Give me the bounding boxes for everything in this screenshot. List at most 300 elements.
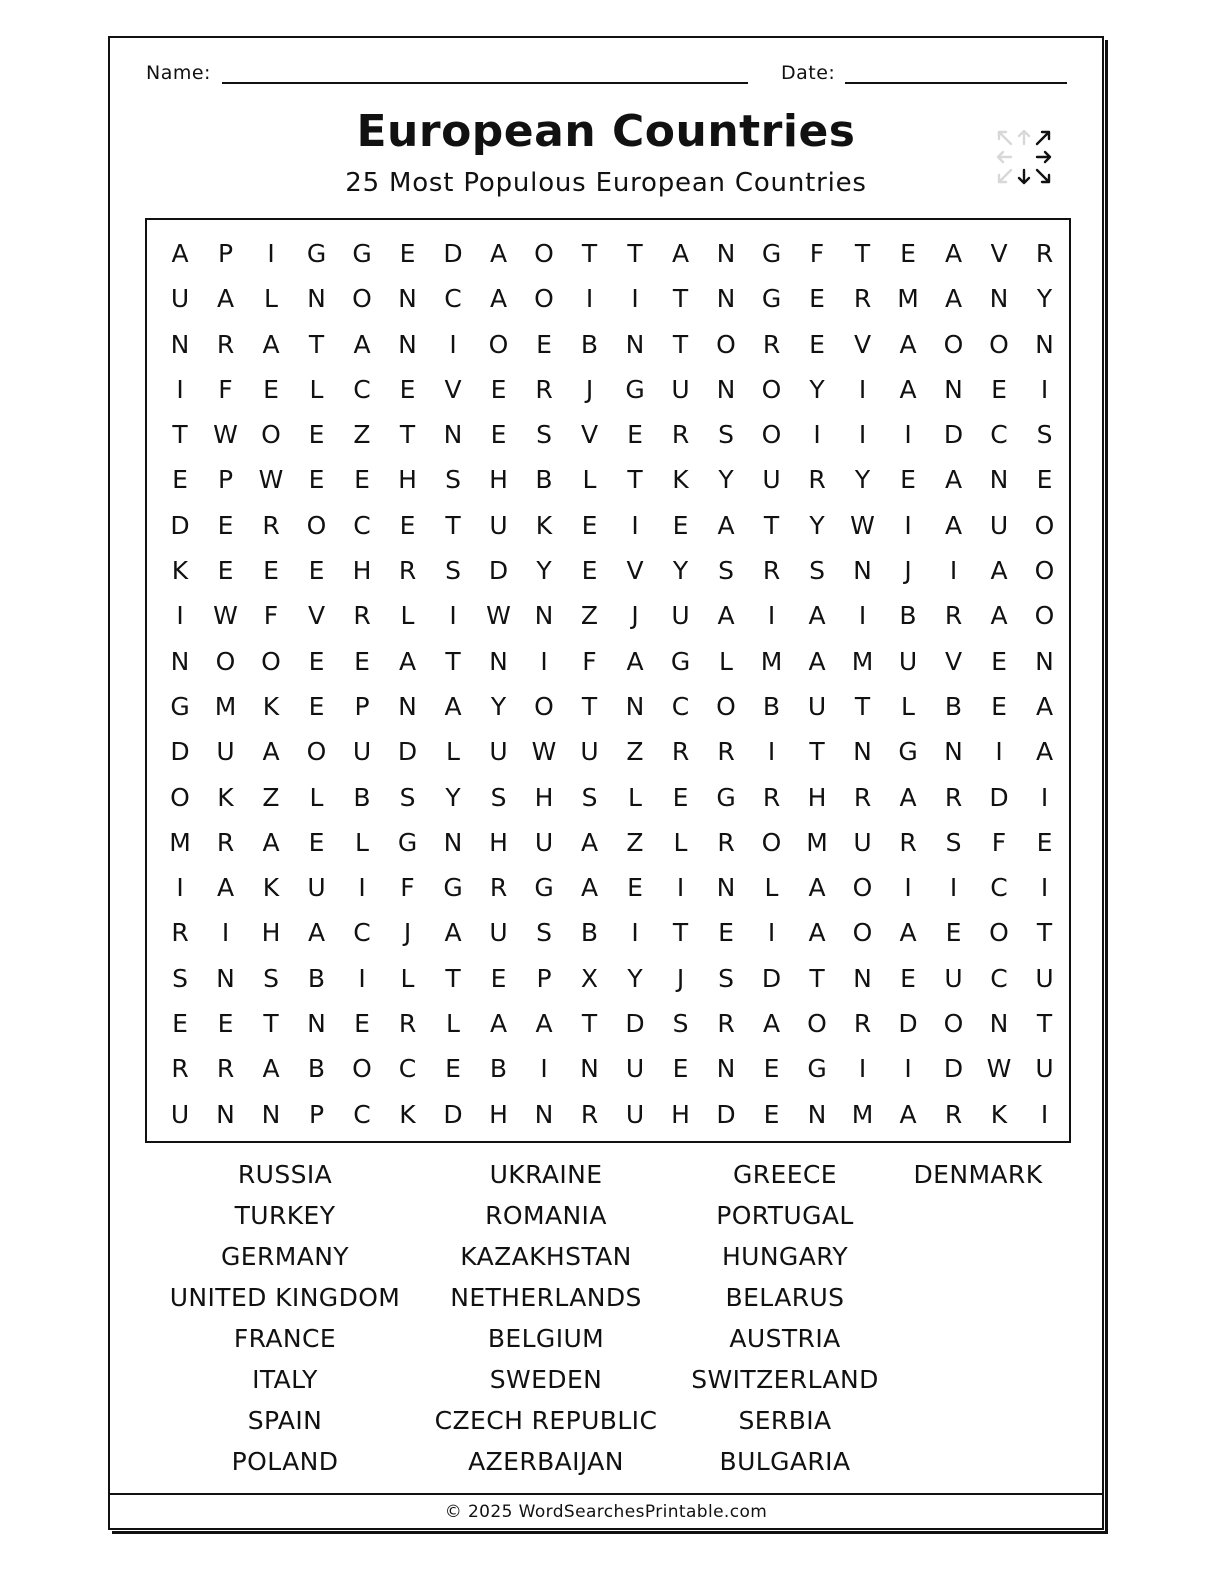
grid-letter[interactable]: D (943, 420, 964, 450)
grid-letter[interactable]: N (534, 1099, 554, 1129)
grid-letter[interactable]: L (764, 873, 779, 903)
grid-letter[interactable]: E (991, 374, 1007, 404)
grid-letter[interactable]: R (489, 873, 508, 903)
grid-letter[interactable]: N (989, 465, 1009, 495)
grid-letter[interactable]: Y (672, 556, 689, 586)
grid-letter[interactable]: C (353, 1099, 371, 1129)
grid-letter[interactable]: H (489, 1099, 508, 1129)
grid-letter[interactable]: N (398, 329, 417, 359)
grid-letter[interactable]: O (852, 873, 873, 903)
grid-letter[interactable]: I (858, 420, 867, 450)
grid-letter[interactable]: N (625, 691, 645, 721)
grid-letter[interactable]: I (1040, 782, 1049, 812)
grid-letter[interactable]: U (853, 827, 872, 857)
grid-letter[interactable]: N (716, 873, 736, 903)
grid-letter[interactable]: I (358, 963, 366, 993)
grid-letter[interactable]: W (850, 510, 875, 540)
grid-letter[interactable]: N (716, 374, 736, 404)
grid-letter[interactable]: I (676, 873, 685, 903)
grid-letter[interactable]: E (627, 420, 643, 450)
grid-letter[interactable]: T (672, 918, 689, 948)
grid-letter[interactable]: T (399, 420, 416, 450)
grid-letter[interactable]: N (489, 646, 508, 676)
grid-letter[interactable]: D (716, 1099, 736, 1129)
grid-letter[interactable]: I (904, 873, 912, 903)
grid-letter[interactable]: I (631, 918, 639, 948)
grid-letter[interactable]: N (944, 374, 963, 404)
grid-letter[interactable]: T (445, 646, 461, 676)
grid-letter[interactable]: R (216, 827, 235, 857)
grid-letter[interactable]: I (585, 284, 594, 314)
grid-letter[interactable]: O (943, 1009, 964, 1039)
grid-letter[interactable]: A (899, 329, 917, 359)
grid-letter[interactable]: F (400, 873, 415, 903)
grid-letter[interactable]: R (944, 601, 963, 631)
grid-letter[interactable]: N (307, 1009, 326, 1039)
grid-letter[interactable]: B (307, 963, 326, 993)
grid-letter[interactable]: M (806, 827, 828, 857)
grid-letter[interactable]: I (904, 510, 912, 540)
grid-letter[interactable]: E (445, 1054, 461, 1084)
grid-letter[interactable]: Y (627, 963, 643, 993)
grid-letter[interactable]: R (171, 918, 189, 948)
grid-letter[interactable]: O (534, 691, 554, 721)
grid-letter[interactable]: L (264, 284, 278, 314)
grid-letter[interactable]: E (490, 374, 507, 404)
grid-letter[interactable]: Z (353, 420, 371, 450)
grid-letter[interactable]: R (671, 420, 690, 450)
grid-letter[interactable]: B (353, 782, 371, 812)
grid-letter[interactable]: L (355, 827, 369, 857)
grid-letter[interactable]: G (761, 239, 782, 268)
grid-letter[interactable]: I (631, 284, 639, 314)
grid-letter[interactable]: C (671, 691, 690, 721)
grid-letter[interactable]: U (170, 1099, 190, 1129)
grid-letter[interactable]: V (944, 646, 963, 676)
grid-letter[interactable]: S (945, 827, 962, 857)
grid-letter[interactable]: V (580, 420, 599, 450)
grid-letter[interactable]: N (170, 329, 190, 359)
grid-letter[interactable]: A (808, 601, 826, 631)
grid-letter[interactable]: H (261, 918, 281, 948)
grid-letter[interactable]: P (217, 239, 234, 268)
grid-letter[interactable]: Y (445, 782, 461, 812)
grid-letter[interactable]: L (901, 691, 915, 721)
grid-letter[interactable]: S (672, 1009, 689, 1039)
grid-letter[interactable]: M (214, 691, 237, 721)
grid-letter[interactable]: N (580, 1054, 599, 1084)
grid-letter[interactable]: H (534, 782, 554, 812)
grid-letter[interactable]: R (808, 465, 826, 495)
grid-letter[interactable]: E (672, 1054, 689, 1084)
grid-letter[interactable]: O (716, 329, 736, 359)
grid-letter[interactable]: I (176, 873, 184, 903)
grid-letter[interactable]: O (352, 284, 372, 314)
grid-letter[interactable]: N (944, 737, 963, 767)
grid-letter[interactable]: A (216, 284, 235, 314)
grid-letter[interactable]: O (306, 510, 327, 540)
grid-letter[interactable]: N (261, 1099, 281, 1129)
grid-letter[interactable]: E (763, 1054, 780, 1084)
grid-letter[interactable]: D (898, 1009, 918, 1039)
grid-letter[interactable]: N (989, 1009, 1009, 1039)
grid-letter[interactable]: E (718, 918, 734, 948)
grid-letter[interactable]: T (809, 963, 825, 993)
grid-letter[interactable]: C (353, 918, 371, 948)
grid-letter[interactable]: A (171, 239, 189, 268)
grid-letter[interactable]: D (443, 239, 463, 268)
grid-letter[interactable]: D (488, 556, 509, 586)
grid-letter[interactable]: N (534, 601, 554, 631)
grid-letter[interactable]: O (1034, 556, 1055, 586)
grid-letter[interactable]: I (1040, 873, 1049, 903)
grid-letter[interactable]: G (170, 691, 190, 721)
grid-letter[interactable]: O (534, 284, 554, 314)
grid-letter[interactable]: A (398, 646, 417, 676)
grid-letter[interactable]: G (397, 827, 418, 857)
grid-letter[interactable]: C (353, 510, 371, 540)
grid-letter[interactable]: K (535, 510, 553, 540)
grid-letter[interactable]: E (536, 329, 552, 359)
grid-letter[interactable]: K (672, 465, 689, 495)
grid-letter[interactable]: A (944, 465, 963, 495)
grid-letter[interactable]: A (808, 646, 826, 676)
grid-letter[interactable]: H (489, 827, 508, 857)
grid-letter[interactable]: R (762, 782, 781, 812)
grid-letter[interactable]: T (809, 737, 825, 767)
grid-letter[interactable]: T (172, 420, 188, 450)
grid-letter[interactable]: W (986, 1054, 1012, 1084)
grid-letter[interactable]: O (306, 737, 327, 767)
grid-letter[interactable]: W (213, 420, 238, 450)
grid-letter[interactable]: R (580, 1099, 599, 1129)
grid-letter[interactable]: E (217, 510, 234, 540)
grid-letter[interactable]: E (399, 510, 416, 540)
grid-letter[interactable]: E (490, 420, 507, 450)
grid-letter[interactable]: S (718, 556, 734, 586)
grid-letter[interactable]: F (218, 374, 233, 404)
grid-letter[interactable]: N (716, 284, 736, 314)
grid-letter[interactable]: W (213, 601, 238, 631)
grid-letter[interactable]: U (352, 737, 372, 767)
grid-letter[interactable]: I (449, 601, 457, 631)
grid-letter[interactable]: R (717, 827, 735, 857)
grid-letter[interactable]: H (398, 465, 417, 495)
grid-letter[interactable]: O (761, 827, 782, 857)
grid-letter[interactable]: A (717, 510, 735, 540)
grid-letter[interactable]: W (258, 465, 284, 495)
grid-letter[interactable]: F (991, 827, 1007, 857)
grid-letter[interactable]: A (944, 284, 963, 314)
grid-letter[interactable]: J (904, 556, 912, 586)
grid-letter[interactable]: S (581, 782, 598, 812)
grid-letter[interactable]: O (261, 420, 281, 450)
grid-letter[interactable]: T (627, 239, 643, 268)
grid-letter[interactable]: M (851, 1099, 874, 1129)
grid-letter[interactable]: R (262, 510, 280, 540)
grid-letter[interactable]: B (535, 465, 553, 495)
grid-letter[interactable]: G (898, 737, 918, 767)
grid-letter[interactable]: A (444, 691, 462, 721)
grid-letter[interactable]: I (176, 374, 184, 404)
grid-letter[interactable]: Z (626, 827, 644, 857)
grid-letter[interactable]: W (531, 737, 557, 767)
grid-letter[interactable]: N (398, 691, 417, 721)
grid-letter[interactable]: O (807, 1009, 827, 1039)
grid-letter[interactable]: G (306, 239, 327, 268)
grid-letter[interactable]: S (445, 556, 461, 586)
grid-letter[interactable]: I (767, 601, 776, 631)
grid-letter[interactable]: N (716, 1054, 736, 1084)
grid-letter[interactable]: U (170, 284, 190, 314)
grid-letter[interactable]: S (718, 420, 734, 450)
grid-letter[interactable]: E (217, 556, 234, 586)
grid-letter[interactable]: G (716, 782, 736, 812)
grid-letter[interactable]: T (581, 1009, 598, 1039)
grid-letter[interactable]: N (853, 737, 872, 767)
grid-letter[interactable]: D (625, 1009, 645, 1039)
grid-letter[interactable]: C (990, 963, 1008, 993)
grid-letter[interactable]: D (397, 737, 418, 767)
grid-letter[interactable]: D (761, 963, 782, 993)
grid-letter[interactable]: E (991, 691, 1007, 721)
grid-letter[interactable]: T (1036, 1009, 1053, 1039)
grid-letter[interactable]: G (761, 284, 782, 314)
grid-letter[interactable]: D (170, 737, 190, 767)
grid-letter[interactable]: U (307, 873, 326, 903)
grid-letter[interactable]: L (400, 601, 415, 631)
grid-letter[interactable]: S (490, 782, 507, 812)
grid-letter[interactable]: O (261, 646, 281, 676)
grid-letter[interactable]: O (943, 329, 964, 359)
grid-letter[interactable]: L (719, 646, 733, 676)
grid-letter[interactable]: H (807, 782, 827, 812)
grid-letter[interactable]: K (171, 556, 189, 586)
grid-letter[interactable]: M (897, 284, 919, 314)
grid-letter[interactable]: E (308, 556, 325, 586)
grid-letter[interactable]: A (808, 918, 826, 948)
grid-letter[interactable]: E (900, 239, 916, 268)
grid-letter[interactable]: G (352, 239, 372, 268)
grid-letter[interactable]: N (398, 284, 417, 314)
grid-letter[interactable]: A (444, 918, 462, 948)
grid-letter[interactable]: U (216, 737, 235, 767)
grid-letter[interactable]: T (763, 510, 780, 540)
grid-letter[interactable]: R (717, 1009, 735, 1039)
grid-letter[interactable]: A (353, 329, 371, 359)
grid-letter[interactable]: Y (809, 374, 825, 404)
grid-letter[interactable]: T (672, 329, 689, 359)
grid-letter[interactable]: A (262, 737, 280, 767)
grid-letter[interactable]: Z (580, 601, 599, 631)
grid-letter[interactable]: S (263, 963, 279, 993)
grid-letter[interactable]: O (170, 782, 190, 812)
grid-letter[interactable]: E (945, 918, 962, 948)
grid-letter[interactable]: U (1035, 963, 1054, 993)
grid-letter[interactable]: E (399, 374, 416, 404)
grid-letter[interactable]: F (582, 646, 597, 676)
grid-letter[interactable]: K (217, 782, 234, 812)
grid-letter[interactable]: R (535, 374, 553, 404)
grid-letter[interactable]: S (399, 782, 416, 812)
grid-letter[interactable]: L (309, 782, 324, 812)
grid-letter[interactable]: E (308, 691, 325, 721)
grid-letter[interactable]: T (854, 239, 871, 268)
grid-letter[interactable]: I (1040, 374, 1049, 404)
grid-letter[interactable]: I (267, 239, 275, 268)
grid-letter[interactable]: I (858, 601, 867, 631)
grid-letter[interactable]: R (171, 1054, 189, 1084)
grid-letter[interactable]: A (671, 239, 690, 268)
grid-letter[interactable]: R (398, 556, 417, 586)
grid-letter[interactable]: U (898, 646, 918, 676)
grid-letter[interactable]: E (991, 646, 1007, 676)
grid-letter[interactable]: L (446, 1009, 460, 1039)
grid-letter[interactable]: N (1035, 646, 1054, 676)
grid-letter[interactable]: R (762, 556, 781, 586)
grid-letter[interactable]: O (352, 1054, 372, 1084)
grid-letter[interactable]: R (944, 1099, 963, 1129)
grid-letter[interactable]: S (536, 918, 552, 948)
grid-letter[interactable]: R (853, 284, 872, 314)
grid-letter[interactable]: J (403, 918, 412, 948)
grid-letter[interactable]: L (582, 465, 597, 495)
grid-letter[interactable]: I (540, 646, 548, 676)
grid-letter[interactable]: I (813, 420, 821, 450)
grid-letter[interactable]: S (718, 963, 734, 993)
grid-letter[interactable]: T (854, 691, 871, 721)
grid-letter[interactable]: A (1035, 737, 1054, 767)
grid-letter[interactable]: C (990, 420, 1008, 450)
grid-letter[interactable]: B (580, 918, 599, 948)
grid-letter[interactable]: I (767, 918, 776, 948)
grid-letter[interactable]: A (262, 329, 280, 359)
grid-letter[interactable]: I (631, 510, 639, 540)
grid-letter[interactable]: A (307, 918, 326, 948)
grid-letter[interactable]: P (308, 1099, 325, 1129)
grid-letter[interactable]: K (990, 1099, 1008, 1129)
grid-letter[interactable]: S (445, 465, 461, 495)
grid-letter[interactable]: A (580, 827, 599, 857)
grid-letter[interactable]: U (489, 918, 508, 948)
grid-letter[interactable]: E (763, 1099, 780, 1129)
grid-letter[interactable]: E (263, 556, 279, 586)
grid-letter[interactable]: N (716, 239, 736, 268)
grid-letter[interactable]: R (853, 782, 872, 812)
grid-letter[interactable]: Y (490, 691, 507, 721)
grid-letter[interactable]: K (262, 873, 280, 903)
grid-letter[interactable]: A (489, 239, 508, 268)
grid-letter[interactable]: A (990, 556, 1008, 586)
grid-letter[interactable]: A (580, 873, 599, 903)
grid-letter[interactable]: P (536, 963, 552, 993)
grid-letter[interactable]: H (489, 465, 508, 495)
grid-letter[interactable]: B (899, 601, 917, 631)
grid-letter[interactable]: T (263, 1009, 279, 1039)
grid-letter[interactable]: L (309, 374, 324, 404)
grid-letter[interactable]: N (853, 556, 872, 586)
grid-letter[interactable]: E (308, 646, 325, 676)
grid-letter[interactable]: I (449, 329, 457, 359)
grid-letter[interactable]: G (534, 873, 554, 903)
grid-letter[interactable]: E (900, 963, 916, 993)
grid-letter[interactable]: E (581, 556, 598, 586)
grid-letter[interactable]: R (216, 1054, 235, 1084)
grid-letter[interactable]: I (949, 556, 958, 586)
grid-letter[interactable]: A (808, 873, 826, 903)
grid-letter[interactable]: E (172, 1009, 188, 1039)
grid-letter[interactable]: E (263, 374, 279, 404)
grid-letter[interactable]: O (1034, 601, 1055, 631)
grid-letter[interactable]: J (585, 374, 594, 404)
grid-letter[interactable]: U (489, 737, 508, 767)
grid-letter[interactable]: I (858, 1054, 867, 1084)
grid-letter[interactable]: N (216, 963, 235, 993)
grid-letter[interactable]: V (853, 329, 872, 359)
grid-letter[interactable]: U (944, 963, 963, 993)
grid-letter[interactable]: E (354, 1009, 370, 1039)
grid-letter[interactable]: A (717, 601, 735, 631)
grid-letter[interactable]: K (262, 691, 280, 721)
grid-letter[interactable]: P (217, 465, 234, 495)
grid-letter[interactable]: R (944, 782, 963, 812)
grid-letter[interactable]: O (852, 918, 873, 948)
grid-letter[interactable]: L (400, 963, 415, 993)
grid-letter[interactable]: D (443, 1099, 463, 1129)
grid-letter[interactable]: U (989, 510, 1009, 540)
grid-letter[interactable]: A (944, 239, 963, 268)
grid-letter[interactable]: N (989, 284, 1009, 314)
grid-letter[interactable]: D (170, 510, 190, 540)
grid-letter[interactable]: A (489, 1009, 508, 1039)
grid-letter[interactable]: E (354, 465, 370, 495)
grid-letter[interactable]: A (899, 374, 917, 404)
grid-letter[interactable]: E (308, 827, 325, 857)
grid-letter[interactable]: R (398, 1009, 417, 1039)
grid-letter[interactable]: R (353, 601, 371, 631)
grid-letter[interactable]: E (308, 465, 325, 495)
grid-letter[interactable]: R (899, 827, 917, 857)
grid-letter[interactable]: I (767, 737, 776, 767)
grid-letter[interactable]: E (354, 646, 370, 676)
grid-letter[interactable]: N (1035, 329, 1054, 359)
grid-letter[interactable]: S (809, 556, 825, 586)
grid-letter[interactable]: A (899, 782, 917, 812)
grid-letter[interactable]: G (443, 873, 463, 903)
grid-letter[interactable]: N (307, 284, 326, 314)
grid-letter[interactable]: D (989, 782, 1009, 812)
grid-letter[interactable]: N (807, 1099, 827, 1129)
date-field[interactable] (845, 82, 1067, 84)
grid-letter[interactable]: O (716, 691, 736, 721)
grid-letter[interactable]: T (627, 465, 643, 495)
grid-letter[interactable]: E (900, 465, 916, 495)
grid-letter[interactable]: I (904, 420, 912, 450)
grid-letter[interactable]: K (399, 1099, 416, 1129)
grid-letter[interactable]: G (807, 1054, 827, 1084)
grid-letter[interactable]: R (853, 1009, 872, 1039)
grid-letter[interactable]: O (1034, 510, 1055, 540)
grid-letter[interactable]: U (671, 601, 690, 631)
grid-letter[interactable]: O (534, 239, 554, 268)
grid-letter[interactable]: V (626, 556, 644, 586)
grid-letter[interactable]: U (625, 1099, 645, 1129)
grid-letter[interactable]: A (944, 510, 963, 540)
grid-letter[interactable]: M (851, 646, 874, 676)
grid-letter[interactable]: L (673, 827, 688, 857)
grid-letter[interactable]: N (216, 1099, 235, 1129)
grid-letter[interactable]: O (488, 329, 509, 359)
